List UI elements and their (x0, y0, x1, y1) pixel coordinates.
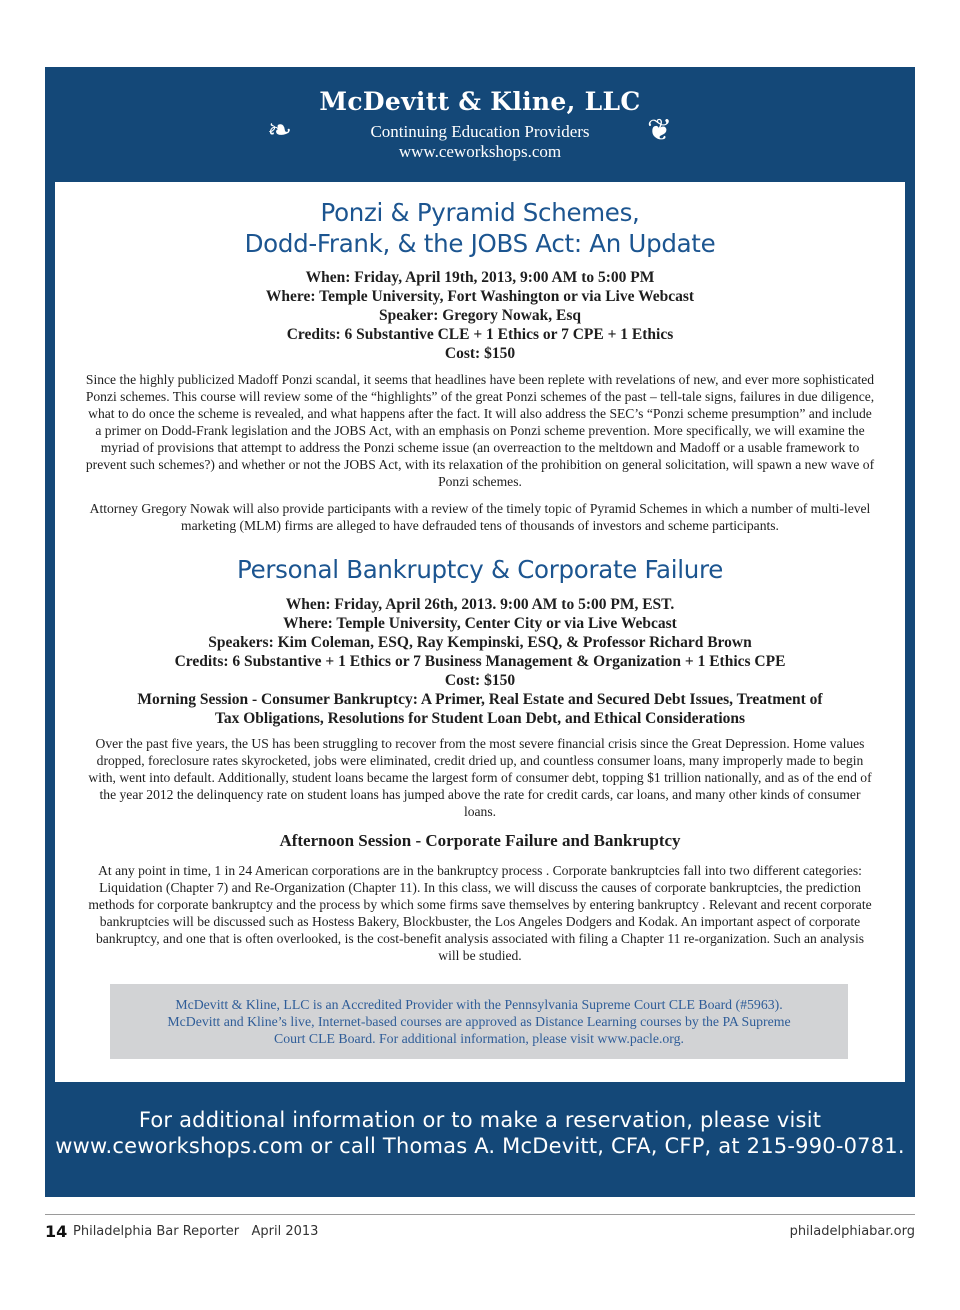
course1-credits: Credits: 6 Substantive CLE + 1 Ethics or 7 CPE + 1 Ethics (286, 326, 674, 343)
morning-session-line1: Morning Session - Consumer Bankruptcy: A Primer, Real Estate and Secured Debt Issues, Treatment of (137, 691, 823, 708)
morning-session-line2: Tax Obligations, Resolutions for Student Loan Debt, and Ethical Considerations (214, 710, 746, 727)
company-website-link[interactable]: www.ceworkshops.com (398, 142, 562, 161)
accreditation-notice (110, 984, 848, 1059)
course2-title: Personal Bankruptcy & Corporate Failure (236, 555, 724, 584)
course2-credits: Credits: 6 Substantive + 1 Ethics or 7 Business Management & Organization + 1 Ethics CPE (174, 653, 786, 670)
notice-line3: Court CLE Board. For additional information, please visit www.pacle.org. (274, 1031, 684, 1046)
site-link[interactable]: philadelphiabar.org (789, 1224, 915, 1239)
course2-where: Where: Temple University, Center City or via Live Webcast (283, 615, 677, 632)
course1-title-line2: Dodd-Frank, & the JOBS Act: An Update (244, 229, 716, 258)
course1-pyramid-note: Attorney Gregory Nowak will also provide participants with a review of the timely topic of Pyramid Schemes in which a number of multi-level marketing (MLM) firms are alleged to have defrauded tens of thousands of investors and scheme participants. (89, 501, 871, 533)
cta-line1: For additional information or to make a reservation, please visit (138, 1108, 822, 1132)
flourish-right-icon: ❦ (647, 113, 673, 148)
ad-header (45, 67, 915, 182)
content-panel (55, 182, 905, 1082)
course2-cost: Cost: $150 (444, 672, 516, 689)
course1-cost: Cost: $150 (444, 345, 516, 362)
footer-divider (45, 1214, 915, 1215)
course2-details (55, 595, 905, 728)
ad-frame (45, 67, 915, 1197)
afternoon-session-heading: Afternoon Session - Corporate Failure and Bankruptcy (279, 831, 681, 850)
course2-speakers: Speakers: Kim Coleman, ESQ, Ray Kempinski, ESQ, & Professor Richard Brown (208, 634, 752, 651)
afternoon-session-description: At any point in time, 1 in 24 American corporations are in the bankruptcy process . Corporate bankruptcies fall into two different categories: Liquidation (Chapter 7) and Re-Organization (Chapter 11). In this class, we will discuss the causes of corporate bankruptcies, the prediction methods for corporate bankruptcy and the process by which some firms save themselves by entering bankruptcy . Relevant and recent corporate bankruptcies will be discussed such as Hostess Bakery, Blockbuster, the Los Angeles Dodgers and Kodak. An important aspect of corporate bankruptcy, and one that is often overlooked, is the cost-benefit analysis associated with filing a Chapter 11 re-organization. Such an analysis will be studied. (88, 863, 872, 963)
course1-description: Since the highly publicized Madoff Ponzi scandal, it seems that headlines have been replete with revelations of new, and ever more sophisticated Ponzi schemes. This course will review some of the “highlights” of the great Ponzi schemes of the past – tell-tale signs, failures in due diligence, what to do once the scheme is revealed, and what happens after the fact. It will also address the SEC’s “Ponzi scheme presumption” and include a primer on Dodd-Frank legislation and the JOBS Act, with an emphasis on Ponzi scheme prevention. More specifically, we will examine the myriad of provisions that attempt to address the Ponzi scheme issue (an overreaction to the meltdown and Madoff or a usable framework to prevent such schemes?) and whether or not the JOBS Act, with its relaxation of the prohibition on general solicitation, will spawn a new wave of Ponzi schemes. (85, 372, 875, 489)
course2-when: When: Friday, April 26th, 2013. 9:00 AM to 5:00 PM, EST. (285, 596, 675, 613)
flourish-left-icon: ❧ (267, 113, 293, 148)
course1-title-line1: Ponzi & Pyramid Schemes, (320, 198, 640, 227)
cta-line2: www.ceworkshops.com or call Thomas A. McDevitt, CFA, CFP, at 215-990-0781. (55, 1134, 905, 1158)
course1-where: Where: Temple University, Fort Washington or via Live Webcast (265, 288, 695, 305)
publication-name: Philadelphia Bar Reporter April 2013 (73, 1224, 319, 1239)
notice-line2: McDevitt and Kline’s live, Internet-based courses are approved as Distance Learning courses by the PA Supreme (167, 1014, 791, 1029)
reservation-cta (45, 1107, 915, 1159)
page-number: 14 (45, 1222, 68, 1241)
course1-speaker: Speaker: Gregory Nowak, Esq (378, 307, 582, 324)
course1-title (55, 197, 905, 259)
notice-line1: McDevitt & Kline, LLC is an Accredited Provider with the Pennsylvania Supreme Court CLE Board (#5963). (175, 997, 783, 1012)
morning-session-description: Over the past five years, the US has been struggling to recover from the most severe financial crisis since the Great Depression. Home values dropped, foreclosure rates skyrocketed, jobs were eliminated, credit dried up, and countless consumer loans, many improperly made to begin with, went into default. Additionally, student loans became the largest form of consumer debt, topping $1 trillion nationally, and as of the end of the year 2012 the delinquency rate on student loans has jumped above the rate for credit cards, car loans, and many other kinds of consumer loans. (88, 736, 872, 819)
course1-details (55, 268, 905, 363)
company-tagline: Continuing Education Providers (370, 122, 590, 141)
course1-when: When: Friday, April 19th, 2013, 9:00 AM to 5:00 PM (305, 269, 655, 286)
company-name: McDevitt & Kline, LLC (319, 87, 641, 116)
